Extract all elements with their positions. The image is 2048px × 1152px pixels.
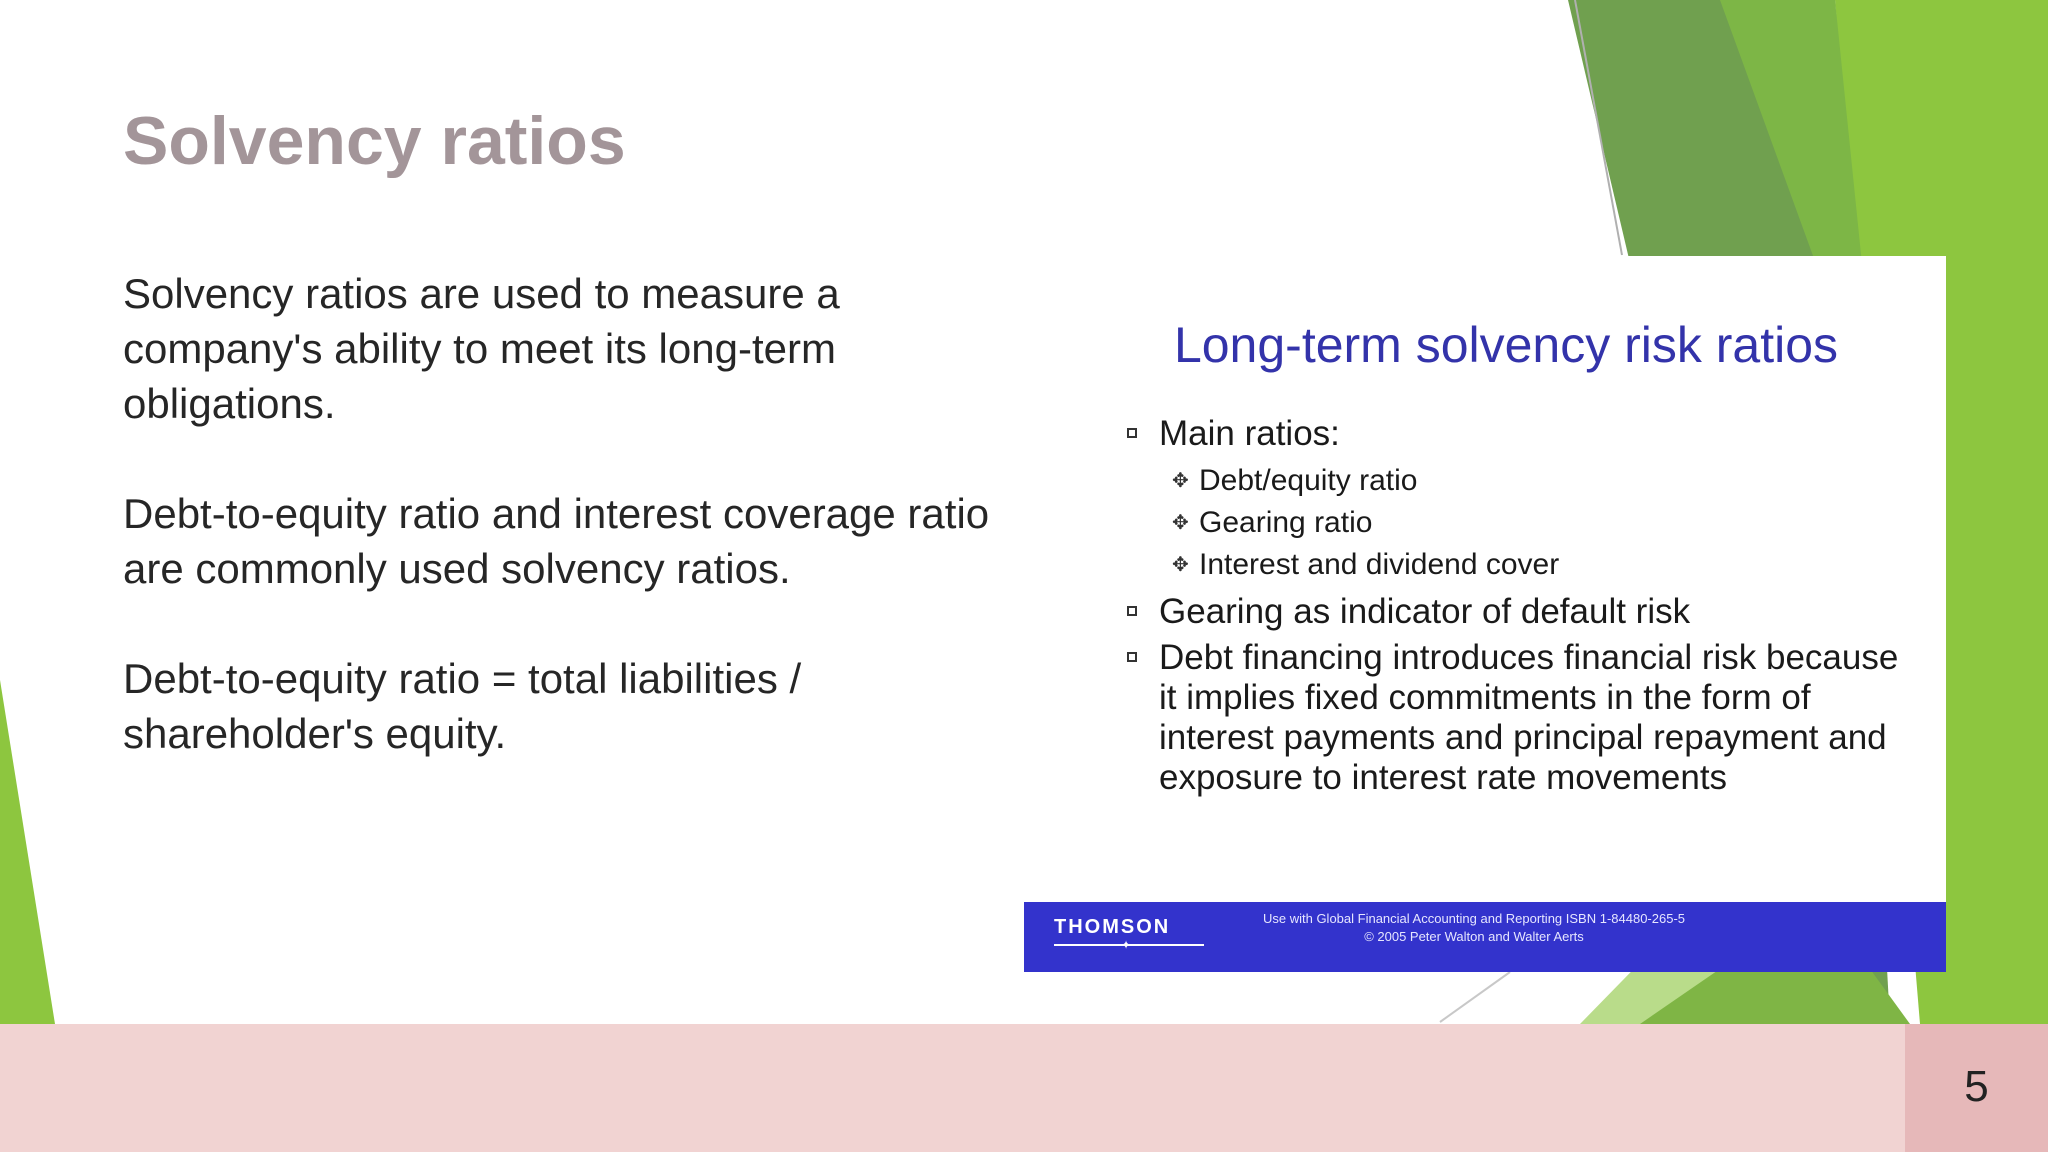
square-bullet-icon <box>1127 428 1137 438</box>
slide-title: Solvency ratios <box>123 103 626 179</box>
embedded-bullet-list <box>1104 414 1904 804</box>
paragraph-common-ratios: Debt-to-equity ratio and interest coverage ratio are commonly used solvency ratios. <box>123 490 990 592</box>
diamond-bullet-icon: ✥ <box>1172 512 1189 534</box>
list-subitem: ✥ Debt/equity ratio <box>1104 460 1904 502</box>
paragraph-definition: Solvency ratios are used to measure a company's ability to meet its long-term obligations. <box>123 270 840 427</box>
diamond-bullet-icon: ✥ <box>1172 554 1189 576</box>
page-number: 5 <box>1964 1062 1989 1111</box>
paragraph-formula: Debt-to-equity ratio = total liabilities / shareholder's equity. <box>123 655 802 757</box>
logo-star-icon: ✦ <box>1121 938 1132 952</box>
list-item: Main ratios: <box>1104 414 1904 454</box>
bottom-bar <box>0 1024 1905 1152</box>
slide-body <box>123 266 1003 816</box>
list-item: Debt financing introduces financial risk because it implies fixed commitments in the form of interest payments and principal repayment and exposure to interest rate movements <box>1104 638 1904 798</box>
list-subitem: ✥ Gearing ratio <box>1104 502 1904 544</box>
list-subitem: ✥ Interest and dividend cover <box>1104 544 1904 586</box>
list-item: Gearing as indicator of default risk <box>1104 592 1904 632</box>
deco-line-bottom <box>1440 972 1510 1022</box>
page-number-box <box>1905 1024 2048 1152</box>
embedded-footer-text: Use with Global Financial Accounting and Reporting ISBN 1-84480-265-5 © 2005 Peter Walton and Walter Aerts <box>1262 911 1686 944</box>
thomson-logo: THOMSON <box>1054 916 1171 938</box>
embedded-title: Long-term solvency risk ratios <box>1173 317 1839 373</box>
square-bullet-icon <box>1127 606 1137 616</box>
diamond-bullet-icon: ✥ <box>1172 470 1189 492</box>
green-wedge-left <box>0 680 55 1024</box>
embedded-slide-image <box>1024 256 1946 972</box>
square-bullet-icon <box>1127 652 1137 662</box>
embedded-footer-bar <box>1024 902 1946 972</box>
